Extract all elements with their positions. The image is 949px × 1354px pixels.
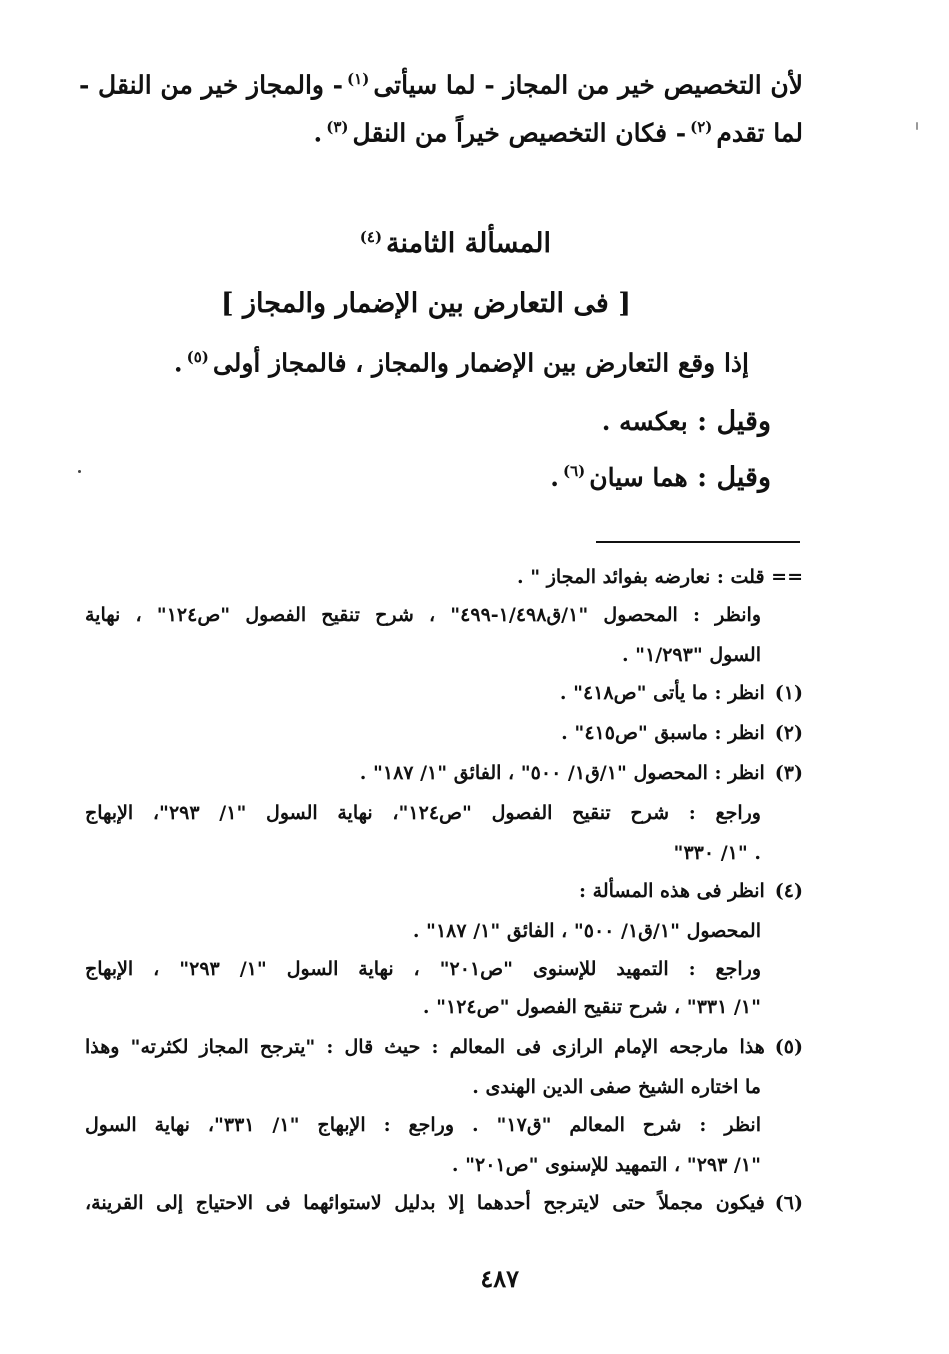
page-number: ٤٨٧ bbox=[480, 1264, 519, 1293]
footnote-number: (٥) bbox=[774, 1036, 803, 1058]
footnote-5: (٥)هذا مارجحه الإمام الرازى فى المعالم : حيث قال : "يترجح المجاز لكثرته" وهذا bbox=[85, 1036, 803, 1058]
footnote-ref: (٥) bbox=[186, 348, 209, 366]
paragraph-line: لأن التخصيص خير من المجاز - لما سيأتى$^{(١)}$- والمجاز خير من النقل - bbox=[78, 70, 803, 100]
section-subtitle: [ فى التعارض بين الإضمار والمجاز ] bbox=[220, 288, 631, 319]
footnote-ref: (٣) bbox=[326, 118, 349, 136]
footnote-number: (٤) bbox=[774, 880, 803, 902]
footnote-ref: (٤) bbox=[359, 228, 383, 246]
paragraph-line: وقيل : هما سيان$^{(٦)}$. bbox=[550, 462, 771, 493]
scan-speck bbox=[78, 470, 81, 473]
footnote-line: السول "١/٢٩٣" . bbox=[621, 644, 761, 666]
footnote-line: المحصول "١/ق١/ ٥٠٠" ، الفائق "١/ ١٨٧" . bbox=[412, 920, 761, 942]
footnote-line: "١/ ٣٣١" ، شرح تنقيح الفصول "ص١٢٤" . bbox=[422, 996, 761, 1018]
footnote-number: (٣) bbox=[774, 762, 803, 784]
footnote-line: ما اختاره الشيخ صفى الدين الهندى . bbox=[472, 1076, 761, 1098]
paragraph-line: لما تقدم$^{(٢)}$- فكان التخصيص خيراً من النقل$^{(٣)}$. bbox=[313, 118, 803, 148]
footnote-number: (١) bbox=[774, 682, 803, 704]
footnote-4: (٤)انظر فى هذه المسألة : bbox=[579, 880, 803, 902]
footnote-ref: (٦) bbox=[562, 462, 586, 480]
footnote-line: وراجع : شرح تنقيح الفصول "ص١٢٤"، نهاية السول "١/ ٢٩٣"، الإبهاج bbox=[85, 802, 761, 824]
paragraph-line: وقيل : بعكسه . bbox=[601, 406, 771, 437]
footnote-ref: (٢) bbox=[690, 118, 713, 136]
footnote-separator bbox=[596, 541, 800, 543]
footnote-ref: (١) bbox=[347, 70, 370, 88]
footnote-number: (٢) bbox=[774, 722, 803, 744]
paragraph-line: إذا وقع التعارض بين الإضمار والمجاز ، فالمجاز أولى$^{(٥)}$. bbox=[173, 348, 749, 378]
footnote-line: وانظر : المحصول "١/ق١/٤٩٨-٤٩٩" ، شرح تنقيح الفصول "ص١٢٤" ، نهاية bbox=[85, 604, 761, 626]
footnote-1: (١)انظر : ما يأتى "ص٤١٨" . bbox=[559, 682, 803, 704]
footnote-6: (٦)فيكون مجملاً حتى لايترجح أحدهما إلا بدليل لاستوائهما فى الاحتياج إلى القرينة، bbox=[85, 1192, 803, 1214]
section-title: المسألة الثامنة$^{(٤)}$ bbox=[356, 228, 551, 259]
footnote-3: (٣)انظر : المحصول "١/ق١/ ٥٠٠" ، الفائق "١/ ١٨٧" . bbox=[359, 762, 803, 784]
footnote-line: انظر : شرح المعالم "ق١٧" . وراجع : الإبهاج "١/ ٣٣١"، نهاية السول bbox=[85, 1114, 761, 1136]
footnote-2: (٢)انظر : ماسبق "ص٤١٥" . bbox=[561, 722, 803, 744]
footnote-line: == قلت : نعارضه بفوائد المجاز " . bbox=[517, 566, 803, 588]
footnote-number: (٦) bbox=[774, 1192, 803, 1214]
footnote-line: "١/ ٢٩٣" ، التمهيد للإسنوى "ص٢٠١" . bbox=[451, 1154, 761, 1176]
scan-speck bbox=[916, 122, 918, 130]
footnote-line: وراجع : التمهيد للإسنوى "ص٢٠١" ، نهاية السول "١/ ٢٩٣" ، الإبهاج bbox=[85, 958, 762, 980]
footnote-line: "١/ ٣٣٠" . bbox=[673, 842, 761, 864]
